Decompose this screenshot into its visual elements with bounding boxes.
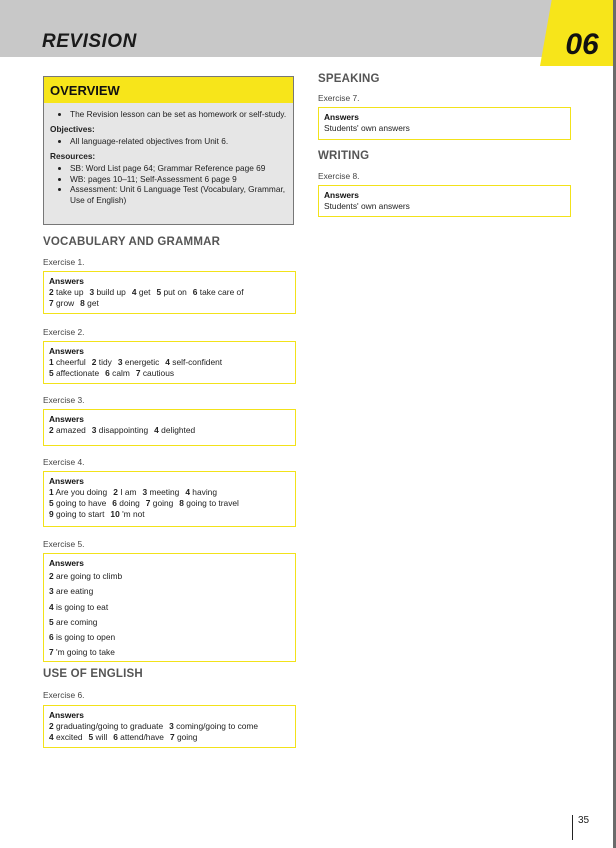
overview-box — [43, 76, 294, 225]
answer-line — [49, 368, 290, 379]
answer-item — [49, 632, 115, 642]
answer-number: 8 — [80, 298, 85, 308]
answers-content — [49, 721, 290, 743]
answers-heading: Answers — [49, 276, 84, 286]
answer-number: 2 — [49, 721, 54, 731]
answer-number: 6 — [112, 498, 117, 508]
answer-box-ex5 — [43, 553, 296, 662]
answer-item — [49, 298, 74, 308]
answer-text: tidy — [96, 357, 112, 367]
answer-line — [49, 584, 290, 599]
answer-item — [89, 287, 125, 297]
resources-item: • SB: Word List page 64; Grammar Reference page 69 — [70, 163, 287, 174]
answer-text: 'm not — [119, 509, 145, 519]
answer-number: 5 — [49, 498, 54, 508]
answer-number: 7 — [49, 298, 54, 308]
answer-item — [105, 368, 130, 378]
answer-item — [156, 287, 186, 297]
answer-text: doing — [116, 498, 140, 508]
answer-text: take care of — [197, 287, 244, 297]
answer-item — [49, 287, 83, 297]
answer-item — [136, 368, 174, 378]
answer-text: delighted — [158, 425, 196, 435]
answer-text: self-confident — [169, 357, 223, 367]
answer-line — [49, 600, 290, 615]
answers-text: Students' own answers — [324, 123, 410, 133]
answer-number: 3 — [117, 357, 123, 367]
answer-item — [49, 368, 99, 378]
section-heading-vocabulary-grammar: VOCABULARY AND GRAMMAR — [43, 236, 221, 248]
answer-text: calm — [109, 368, 130, 378]
answer-item — [170, 732, 198, 742]
answer-line — [49, 357, 290, 368]
answer-text: graduating/going to graduate — [53, 721, 164, 731]
answer-number: 1 — [49, 487, 54, 497]
answer-item — [49, 721, 163, 731]
resources-item: • Assessment: Unit 6 Language Test (Vocabulary, Grammar, Use of English) — [70, 184, 287, 205]
answer-number: 1 — [49, 357, 54, 367]
answer-line — [49, 721, 290, 732]
answer-item — [185, 487, 217, 497]
objectives-label: Objectives: — [50, 123, 95, 134]
answer-number: 5 — [88, 732, 94, 742]
answer-text: having — [189, 487, 217, 497]
answer-item — [146, 498, 174, 508]
answer-text: going to have — [53, 498, 107, 508]
answer-text: are eating — [53, 586, 94, 597]
answer-item — [89, 732, 108, 742]
answer-number: 7 — [169, 732, 175, 742]
answer-line — [49, 645, 290, 660]
answer-number: 9 — [49, 509, 54, 519]
answer-number: 3 — [142, 487, 148, 497]
exercise-label: Exercise 5. — [43, 539, 85, 549]
answer-number: 8 — [179, 498, 184, 508]
answer-item — [112, 498, 140, 508]
answer-number: 4 — [165, 357, 170, 367]
answer-item — [92, 357, 112, 367]
answer-text: will — [93, 732, 108, 742]
answer-text: get — [136, 287, 151, 297]
answer-number: 3 — [91, 425, 97, 435]
answer-item — [80, 298, 99, 308]
answer-item — [154, 425, 195, 435]
answer-text: cautious — [140, 368, 175, 378]
unit-number: 06 — [565, 28, 599, 61]
answer-text: going — [174, 732, 198, 742]
answer-item — [113, 487, 136, 497]
resources-list — [50, 163, 287, 205]
answer-number: 6 — [105, 368, 110, 378]
answer-text: amazed — [53, 425, 86, 435]
answer-item — [49, 487, 107, 497]
answer-text: 'm going to take — [53, 647, 115, 658]
answer-text: I am — [117, 487, 137, 497]
answer-text: are going to climb — [53, 571, 123, 581]
answer-text: going to start — [53, 509, 105, 519]
answer-text: going — [150, 498, 174, 508]
answers-heading: Answers — [49, 476, 84, 486]
answer-box-ex1 — [43, 271, 296, 314]
exercise-label: Exercise 6. — [43, 690, 85, 700]
answer-line — [49, 630, 290, 645]
answer-item — [132, 287, 151, 297]
objectives-list — [50, 136, 287, 147]
resources-item: • WB: pages 10–11; Self-Assessment 6 page 9 — [70, 174, 287, 185]
answer-line — [49, 569, 290, 584]
answer-text: is going to open — [53, 632, 116, 643]
answers-heading: Answers — [324, 112, 359, 122]
answer-item — [49, 498, 106, 508]
answers-content — [49, 357, 290, 379]
answer-text: meeting — [147, 487, 180, 497]
answer-line — [49, 615, 290, 630]
answer-number: 4 — [49, 601, 54, 612]
answer-item — [49, 602, 108, 612]
exercise-label: Exercise 1. — [43, 257, 85, 267]
answer-item — [49, 571, 122, 581]
answer-item — [49, 425, 86, 435]
answer-number: 2 — [49, 571, 54, 581]
answer-text: attend/have — [117, 732, 164, 742]
answer-text: excited — [53, 732, 83, 742]
answer-text: is going to eat — [53, 601, 109, 612]
page-title: REVISION — [42, 31, 137, 52]
answer-number: 7 — [145, 498, 151, 508]
answer-number: 2 — [91, 357, 97, 367]
answer-item — [143, 487, 180, 497]
answer-item — [49, 732, 83, 742]
answer-text: grow — [53, 298, 75, 308]
answer-item — [169, 721, 258, 731]
answer-box-ex3 — [43, 409, 296, 446]
answers-heading: Answers — [324, 190, 359, 200]
answers-heading: Answers — [49, 558, 84, 568]
answer-number: 6 — [113, 732, 118, 742]
answer-item — [179, 498, 239, 508]
answers-content — [49, 287, 290, 309]
page-number: 35 — [578, 815, 590, 826]
answer-item — [92, 425, 148, 435]
answer-text: coming/going to come — [173, 721, 259, 731]
answer-number: 2 — [49, 425, 54, 435]
answer-number: 10 — [110, 509, 120, 519]
answer-item — [110, 509, 144, 519]
answer-item — [49, 357, 86, 367]
page-number-rule — [572, 815, 573, 840]
answer-item — [49, 617, 97, 627]
answer-number: 5 — [49, 368, 54, 378]
answer-line — [49, 425, 290, 436]
answer-item — [193, 287, 244, 297]
answer-number: 3 — [49, 586, 54, 597]
answer-number: 4 — [49, 732, 54, 742]
answer-number: 3 — [169, 721, 174, 731]
answer-line — [49, 298, 290, 309]
answers-heading: Answers — [49, 710, 84, 720]
answer-item — [49, 586, 93, 596]
exercise-label: Exercise 4. — [43, 457, 85, 467]
answer-item — [165, 357, 222, 367]
answer-text: disappointing — [96, 425, 149, 435]
answers-text: Students' own answers — [324, 201, 410, 211]
exercise-label: Exercise 7. — [318, 93, 360, 103]
section-heading-speaking: SPEAKING — [318, 73, 380, 85]
answer-box-ex4 — [43, 471, 296, 527]
resources-label: Resources: — [50, 150, 96, 161]
overview-intro-item: • The Revision lesson can be set as homework or self-study. — [70, 109, 287, 120]
answer-box-ex8 — [318, 185, 571, 217]
answer-text: affectionate — [53, 368, 100, 378]
answer-line — [49, 287, 290, 298]
answer-line — [49, 498, 290, 509]
answer-number: 6 — [49, 632, 54, 643]
answer-number: 7 — [49, 647, 54, 658]
answer-line — [49, 732, 290, 743]
overview-body — [44, 103, 293, 213]
answer-number: 4 — [131, 287, 137, 297]
answer-text: are coming — [53, 616, 98, 627]
answer-box-ex6 — [43, 705, 296, 748]
answer-number: 2 — [113, 487, 118, 497]
answer-number: 7 — [135, 368, 141, 378]
answer-line — [49, 487, 290, 498]
answer-text: build up — [94, 287, 126, 297]
answers-content — [49, 425, 290, 436]
answer-text: going to travel — [183, 498, 239, 508]
answer-number: 2 — [49, 287, 54, 297]
answer-item — [49, 509, 104, 519]
overview-intro-list — [50, 109, 287, 120]
answer-line — [49, 509, 290, 520]
answer-number: 6 — [192, 287, 198, 297]
answers-content — [49, 487, 290, 520]
answer-text: put on — [161, 287, 187, 297]
exercise-label: Exercise 2. — [43, 327, 85, 337]
answer-number: 4 — [185, 487, 190, 497]
answer-item — [49, 647, 115, 657]
exercise-label: Exercise 8. — [318, 171, 360, 181]
answer-number: 4 — [154, 425, 159, 435]
answer-text: get — [84, 298, 99, 308]
answer-box-ex7 — [318, 107, 571, 140]
exercise-label: Exercise 3. — [43, 395, 85, 405]
answer-number: 5 — [49, 616, 54, 627]
answer-box-ex2 — [43, 341, 296, 384]
section-heading-writing: WRITING — [318, 150, 370, 162]
overview-title: OVERVIEW — [44, 77, 293, 103]
answers-heading: Answers — [49, 414, 84, 424]
answers-heading: Answers — [49, 346, 84, 356]
answer-number: 5 — [156, 287, 162, 297]
objectives-item: • All language-related objectives from Unit 6. — [70, 136, 287, 147]
answer-item — [113, 732, 164, 742]
answer-item — [118, 357, 159, 367]
answer-text: cheerful — [53, 357, 86, 367]
answer-text: Are you doing — [53, 487, 108, 497]
answer-text: take up — [53, 287, 84, 297]
section-heading-use-of-english: USE OF ENGLISH — [43, 668, 143, 680]
answers-content — [49, 569, 290, 661]
answer-number: 3 — [89, 287, 95, 297]
answer-text: energetic — [122, 357, 160, 367]
